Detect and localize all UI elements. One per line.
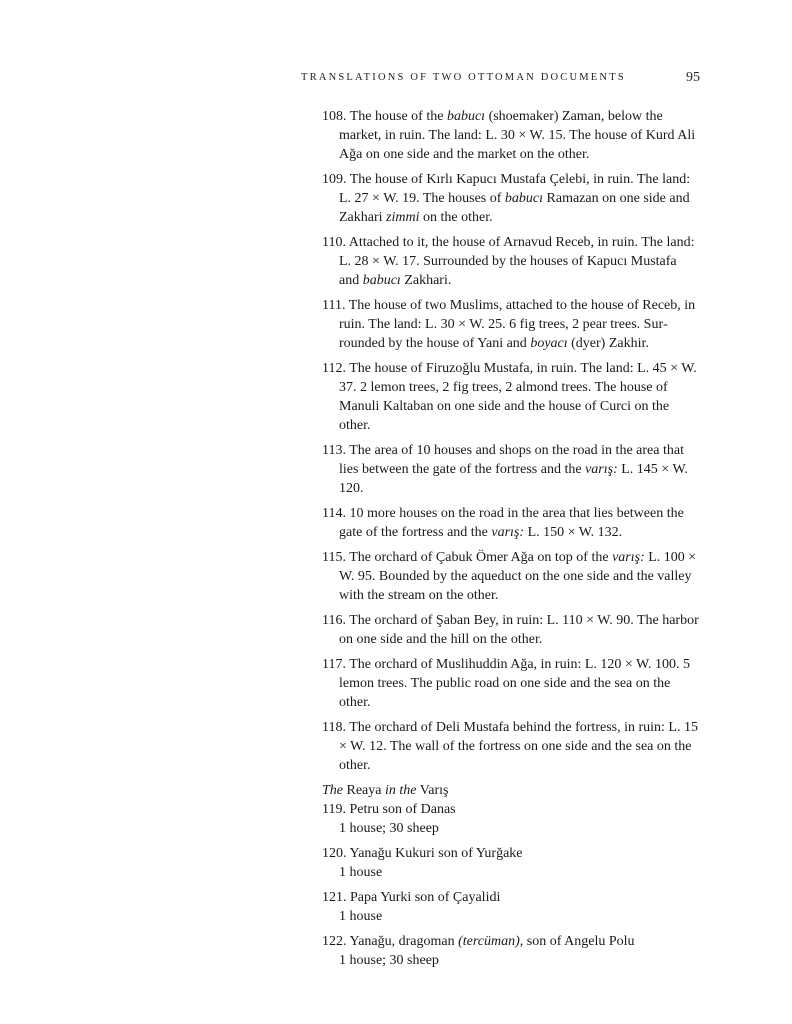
italic-term: zimmi — [386, 210, 420, 225]
italic-term: (tercüman), — [458, 934, 524, 949]
text-run: Attached to it, the house of Arnavud Receb, in ruin. The land: L. 28 × W. 17. Surrounded by the houses of Kapucı Mustafa and — [339, 235, 695, 288]
entry-item — [322, 359, 700, 435]
text-run: Yanağu, dragoman — [349, 934, 459, 949]
text-run: L. 100 × W. 95. Bounded by the aqueduct on the one side and the valley with the stream on the other. — [339, 550, 697, 603]
reaya-detail: 1 house — [339, 865, 383, 880]
entry-item — [322, 107, 700, 164]
text-run: The orchard of Muslihuddin Ağa, in ruin: L. 120 × W. 100. 5 lemon trees. The public road on one side and the sea on the other. — [339, 657, 690, 710]
entry-number: 121. — [322, 890, 347, 905]
text-run: Ramazan on one side and Zakhari — [339, 191, 690, 225]
entry-number: 119. — [322, 802, 346, 817]
entry-item — [322, 233, 700, 290]
entry-number: 117. — [322, 657, 346, 672]
italic-term: varış: — [585, 462, 618, 477]
reaya-item — [322, 932, 700, 970]
reaya-item — [322, 888, 700, 926]
italic-term: varış: — [491, 525, 525, 540]
text-run: son of Angelu Polu — [523, 934, 635, 949]
entry-number: 118. — [322, 720, 346, 735]
entry-item — [322, 655, 700, 712]
entry-item — [322, 504, 700, 542]
entry-list — [322, 107, 700, 775]
text-run: 10 more houses on the road in the area that lies between the gate of the fortress and the — [339, 506, 684, 540]
text-run: L. 145 × W. 120. — [339, 462, 688, 496]
entry-number: 110. — [322, 235, 346, 250]
text-run: L. 150 × W. 132. — [524, 525, 623, 540]
text-run: The orchard of Deli Mustafa behind the fortress, in ruin: L. 15 × W. 12. The wall of the fortress on one side and the sea on the other. — [339, 720, 698, 773]
reaya-detail: 1 house; 30 sheep — [339, 953, 439, 968]
entry-item — [322, 611, 700, 649]
entry-item — [322, 441, 700, 498]
text-run: (shoemaker) Zaman, below the market, in ruin. The land: L. 30 × W. 15. The house of Kurd Ali Ağa on one side and the market on the other. — [339, 109, 696, 162]
italic-term: babucı — [362, 273, 401, 288]
entry-number: 108. — [322, 109, 347, 124]
entry-number: 111. — [322, 298, 346, 313]
entry-item — [322, 718, 700, 775]
text-run: The house of two Muslims, attached to the house of Receb, in ruin. The land: L. 30 × W. 25. 6 fig trees, 2 pear trees. Surrounded by the house of Yani and — [339, 298, 696, 351]
entry-item — [322, 296, 700, 353]
text-run: The orchard of Çabuk Ömer Ağa on top of the — [349, 550, 613, 565]
italic-term: varış: — [612, 550, 645, 565]
entry-item — [322, 170, 700, 227]
entry-number: 113. — [322, 443, 346, 458]
text-run: The area of 10 houses and shops on the road in the area that lies between the gate of the fortress and the — [339, 443, 684, 477]
entry-number: 120. — [322, 846, 347, 861]
reaya-name: Petru son of Danas — [349, 802, 456, 817]
entry-number: 116. — [322, 613, 346, 628]
reaya-detail: 1 house — [339, 909, 383, 924]
reaya-list — [322, 800, 700, 970]
entry-number: 115. — [322, 550, 346, 565]
entry-number: 114. — [322, 506, 346, 521]
text-run: (dyer) Zakhir. — [567, 336, 649, 351]
text-run: The orchard of Şaban Bey, in ruin: L. 110 × W. 90. The harbor on one side and the hill on the other. — [339, 613, 699, 647]
reaya-item — [322, 800, 700, 838]
running-head: TRANSLATIONS OF TWO OTTOMAN DOCUMENTS — [301, 72, 626, 83]
text-run: The house of Firuzoğlu Mustafa, in ruin. The land: L. 45 × W. 37. 2 lemon trees, 2 fig trees, 2 almond trees. The house of Manuli Kaltaban on one side and the house of Curci on the other. — [339, 361, 697, 433]
body-text — [322, 107, 700, 976]
reaya-item — [322, 844, 700, 882]
page-number: 95 — [686, 70, 700, 85]
entry-number: 109. — [322, 172, 347, 187]
text-run: Zakhari. — [400, 273, 452, 288]
entry-number: 112. — [322, 361, 346, 376]
italic-term: babucı — [446, 109, 486, 124]
italic-term: babucı — [504, 191, 544, 206]
italic-term: boyacı — [530, 336, 568, 351]
text-run: on the other. — [419, 210, 493, 225]
section-heading: The Reaya in the Varış — [322, 783, 449, 798]
text-run: The house of Kırlı Kapucı Mustafa Çelebi, in ruin. The land: L. 27 × W. 19. The houses of — [339, 172, 691, 206]
reaya-detail: 1 house; 30 sheep — [339, 821, 439, 836]
entry-item — [322, 548, 700, 605]
reaya-name: Yanağu Kukuri son of Yurğake — [349, 846, 523, 861]
text-run: The house of the — [349, 109, 447, 124]
entry-number: 122. — [322, 934, 347, 949]
reaya-name: Papa Yurki son of Çayalidi — [350, 890, 501, 905]
